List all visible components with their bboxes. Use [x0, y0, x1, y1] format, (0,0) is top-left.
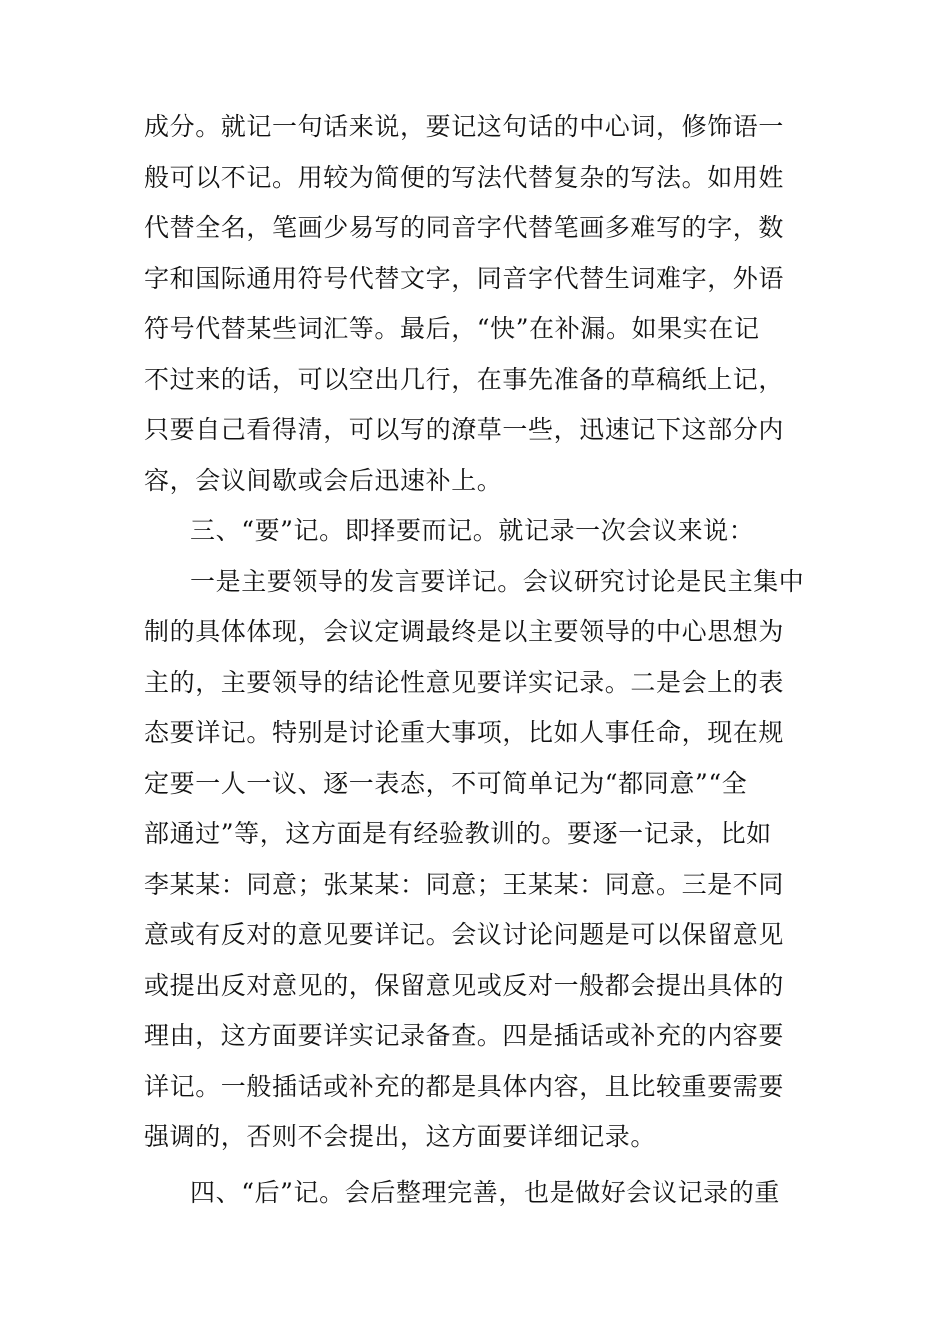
- text-line: 符号代替某些词汇等。最后，“快”在补漏。如果实在记: [144, 314, 760, 343]
- section-heading: 三、“要”记。即择要而记。就记录一次会议来说：: [190, 516, 755, 545]
- section-heading: 四、“后”记。会后整理完善，也是做好会议记录的重: [190, 1177, 780, 1207]
- body-text: [144, 102, 808, 1218]
- text-line: 字和国际通用符号代替文字，同音字代替生词难字，外语: [144, 263, 785, 293]
- text-line: 般可以不记。用较为简便的写法代替复杂的写法。如用姓: [144, 162, 785, 192]
- text-line: 容，会议间歇或会后迅速补上。: [144, 465, 503, 495]
- text-line: 意或有反对的意见要详记。会议讨论问题是可以保留意见: [144, 920, 785, 949]
- text-line: 态要详记。特别是讨论重大事项，比如人事任命，现在规: [144, 718, 785, 747]
- text-line: 详记。一般插话或补充的都是具体内容，且比较重要需要: [144, 1071, 785, 1101]
- text-line: 不过来的话，可以空出几行，在事先准备的草稿纸上记，: [144, 364, 785, 394]
- text-line: 主的，主要领导的结论性意见要详实记录。二是会上的表: [144, 667, 785, 697]
- paragraph-start: 一是主要领导的发言要详记。会议研究讨论是民主集中: [190, 566, 805, 596]
- text-line: 只要自己看得清，可以写的潦草一些，迅速记下这部分内: [144, 415, 785, 444]
- text-line: 强调的，否则不会提出，这方面要详细记录。: [144, 1122, 657, 1151]
- text-line: 或提出反对意见的，保留意见或反对一般都会提出具体的: [144, 970, 785, 1000]
- text-line: 成分。就记一句话来说，要记这句话的中心词，修饰语一: [144, 112, 785, 141]
- text-line: 李某某：同意；张某某：同意；王某某：同意。三是不同: [144, 869, 785, 899]
- text-line: 代替全名，笔画少易写的同音字代替笔画多难写的字，数: [144, 213, 785, 242]
- text-line: 部通过”等，这方面是有经验教训的。要逐一记录，比如: [144, 819, 772, 848]
- text-line: 定要一人一议、逐一表态，不可简单记为“都同意”“全: [144, 768, 748, 798]
- text-line: 制的具体体现，会议定调最终是以主要领导的中心思想为: [144, 617, 785, 646]
- text-line: 理由，这方面要详实记录备查。四是插话或补充的内容要: [144, 1021, 785, 1050]
